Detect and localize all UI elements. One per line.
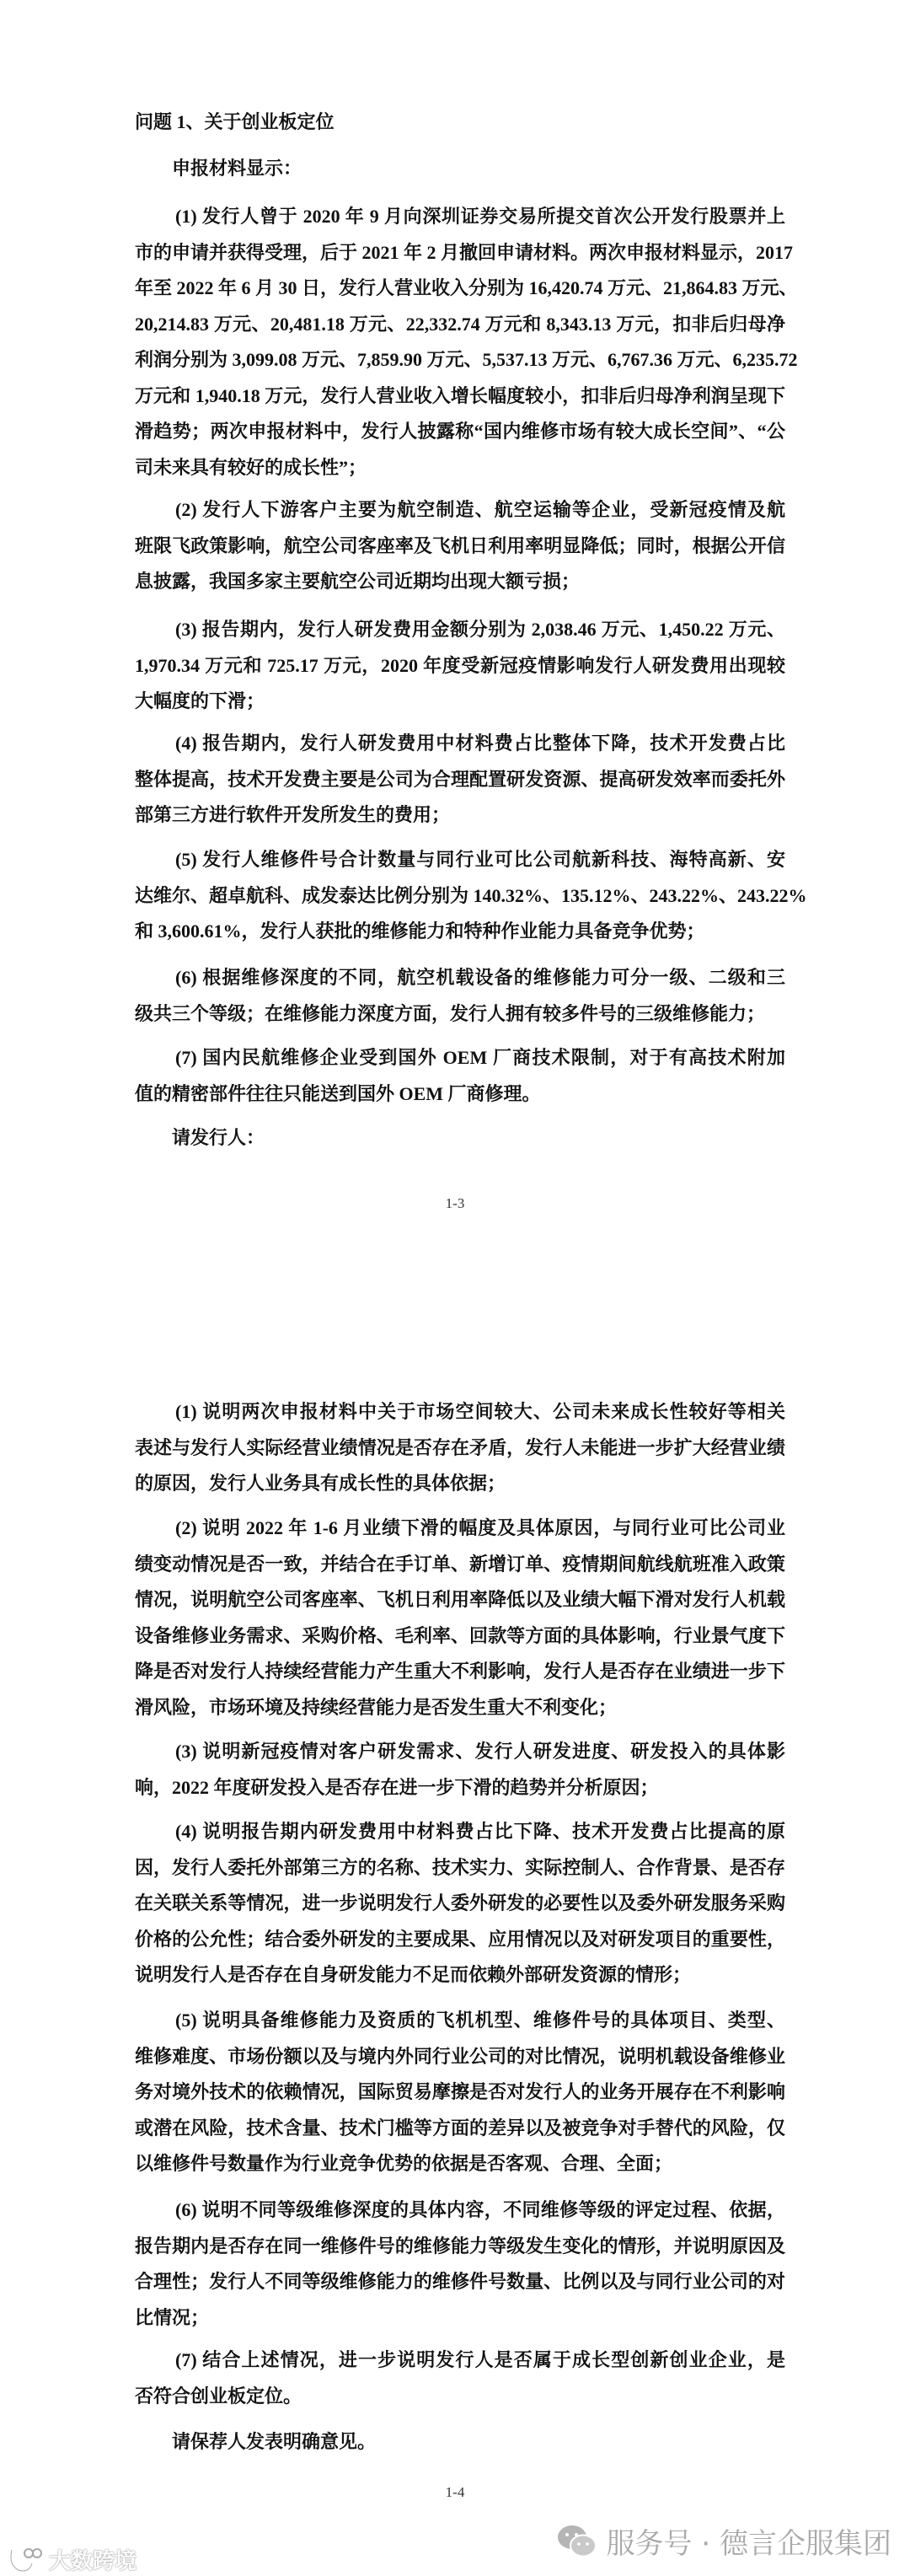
sponsor-request: 请保荐人发表明确意见。	[172, 2431, 377, 2452]
page2-item-2-line: (2) 说明 2022 年 1-6 月业绩下滑的幅度及具体原因，与同行业可比公司业	[175, 1517, 785, 1538]
page1-item-1-line: 万元和 1,940.18 万元，发行人营业收入增长幅度较小，扣非后归母净利润呈现下	[135, 384, 785, 406]
page1-item-5-line: 达维尔、超卓航科、成发泰达比例分别为 140.32%、135.12%、243.22%、243.22%	[135, 884, 807, 906]
page2-item-3-line: 响，2022 年度研发投入是否存在进一步下滑的趋势并分析原因；	[135, 1776, 659, 1798]
page1-item-5-line: (5) 发行人维修件号合计数量与同行业可比公司航新科技、海特高新、安	[175, 849, 785, 870]
page1-item-6-line: (6) 根据维修深度的不同，航空机载设备的维修能力可分一级、二级和三	[175, 967, 785, 988]
page-number: 1-3	[445, 1195, 465, 1211]
page2-item-4-line: 说明发行人是否存在自身研发能力不足而依赖外部研发资源的情形；	[135, 1964, 692, 1985]
page1-item-3-line: 1,970.34 万元和 725.17 万元，2020 年度受新冠疫情影响发行人研发费用出现较	[135, 654, 785, 676]
page2-item-7-line: 否符合创业板定位。	[135, 2385, 302, 2407]
request-label: 请发行人：	[172, 1127, 265, 1148]
page1-item-1-line: 市的申请并获得受理，后于 2021 年 2 月撤回申请材料。两次申报材料显示，2017	[135, 241, 794, 263]
service-account-text: 服务号 · 德言企服集团	[606, 2527, 891, 2561]
page1-item-2-line: 班限飞政策影响，航空公司客座率及飞机日利用率明显降低；同时，根据公开信	[135, 534, 785, 556]
page1-item-1-line: 利润分别为 3,099.08 万元、7,859.90 万元、5,537.13 万元、6,767.36 万元、6,235.72	[135, 349, 798, 370]
page2-item-4-line: 在关联关系等情况，进一步说明发行人委外研发的必要性以及委外研发服务采购	[135, 1892, 785, 1913]
page2-item-5-line: 以维修件号数量作为行业竞争优势的依据是否客观、合理、全面；	[135, 2153, 673, 2174]
page2-item-5-line: (5) 说明具备维修能力及资质的飞机机型、维修件号的具体项目、类型、	[175, 2010, 785, 2031]
page2-item-6-line: 合理性；发行人不同等级维修能力的维修件号数量、比例以及与同行业公司的对	[135, 2271, 785, 2292]
page1-item-4-line: 部第三方进行软件开发所发生的费用；	[135, 804, 451, 825]
page2-item-1-line: (1) 说明两次申报材料中关于市场空间较大、公司未来成长性较好等相关	[175, 1401, 785, 1422]
page2-item-5-line: 维修难度、市场份额以及与境内外同行业公司的对比情况，说明机载设备维修业	[135, 2045, 785, 2067]
brand-logo-icon	[7, 2545, 44, 2575]
page2-item-2-line: 设备维修业务需求、采购价格、毛利率、回款等方面的具体影响，行业景气度下	[135, 1624, 785, 1646]
logo-watermark	[7, 2544, 136, 2575]
page1-item-1-line: 滑趋势；两次申报材料中，发行人披露称“国内维修市场有较大成长空间”、“公	[135, 421, 785, 442]
page1-item-2-line: 息披露，我国多家主要航空公司近期均出现大额亏损；	[135, 571, 581, 592]
page2-item-2-line: 情况，说明航空公司客座率、飞机日利用率降低以及业绩大幅下滑对发行人机载	[135, 1589, 785, 1610]
page1-item-3-line: 大幅度的下滑；	[135, 690, 265, 711]
page1-item-5-line: 和 3,600.61%，发行人获批的维修能力和特种作业能力具备竞争优势；	[135, 920, 705, 942]
page2-item-4-line: 因，发行人委托外部第三方的名称、技术实力、实际控制人、合作背景、是否存	[135, 1856, 785, 1878]
page2-item-4-line: 价格的公允性；结合委外研发的主要成果、应用情况以及对研发项目的重要性，	[135, 1928, 785, 1950]
page1-item-7-line: (7) 国内民航维修企业受到国外 OEM 厂商技术限制，对于有高技术附加	[175, 1047, 785, 1068]
page1-item-4-line: (4) 报告期内，发行人研发费用中材料费占比整体下降，技术开发费占比	[175, 733, 785, 754]
page2-item-5-line: 或潜在风险，技术含量、技术门槛等方面的差异以及被竞争对手替代的风险，仅	[135, 2117, 785, 2139]
service-account-watermark	[556, 2520, 891, 2562]
page2-item-2-line: 绩变动情况是否一致，并结合在手订单、新增订单、疫情期间航线航班准入政策	[135, 1553, 785, 1575]
page2-item-4-line: (4) 说明报告期内研发费用中材料费占比下降、技术开发费占比提高的原	[175, 1821, 785, 1842]
page1-item-3-line: (3) 报告期内，发行人研发费用金额分别为 2,038.46 万元、1,450.22 万元、	[175, 619, 785, 640]
page1-item-1-line: 20,214.83 万元、20,481.18 万元、22,332.74 万元和 8,343.13 万元，扣非后归母净	[135, 313, 785, 335]
page1-item-4-line: 整体提高，技术开发费主要是公司为合理配置研发资源、提高研发效率而委托外	[135, 768, 785, 790]
page2-item-2-line: 降是否对发行人持续经营能力产生重大不利影响，发行人是否存在业绩进一步下	[135, 1661, 785, 1682]
logo-text: 大数跨境	[49, 2549, 137, 2574]
page2-item-6-line: 比情况；	[135, 2306, 210, 2328]
page-number: 1-4	[445, 2484, 465, 2500]
page1-item-2-line: (2) 发行人下游客户主要为航空制造、航空运输等企业，受新冠疫情及航	[175, 499, 785, 520]
page2-item-2-line: 滑风险，市场环境及持续经营能力是否发生重大不利变化；	[135, 1696, 618, 1718]
page2-item-3-line: (3) 说明新冠疫情对客户研发需求、发行人研发进度、研发投入的具体影	[175, 1741, 785, 1762]
page1-item-1-line: (1) 发行人曾于 2020 年 9 月向深圳证券交易所提交首次公开发行股票并上	[175, 206, 785, 227]
page2-item-1-line: 表述与发行人实际经营业绩情况是否存在矛盾，发行人未能进一步扩大经营业绩	[135, 1436, 785, 1458]
question-title: 问题 1、关于创业板定位	[135, 111, 335, 132]
page1-item-1-line: 年至 2022 年 6 月 30 日，发行人营业收入分别为 16,420.74 万元、21,864.83 万元、	[135, 277, 798, 298]
page1-item-7-line: 值的精密部件往往只能送到国外 OEM 厂商修理。	[135, 1082, 541, 1104]
page2-item-5-line: 务对境外技术的依赖情况，国际贸易摩擦是否对发行人的业务开展存在不利影响	[135, 2081, 785, 2102]
page2-item-6-line: (6) 说明不同等级维修深度的具体内容，不同维修等级的评定过程、依据，	[175, 2199, 785, 2220]
wechat-icon	[556, 2523, 598, 2560]
page2-item-7-line: (7) 结合上述情况，进一步说明发行人是否属于成长型创新创业企业，是	[175, 2349, 785, 2370]
page2-item-6-line: 报告期内是否存在同一维修件号的维修能力等级发生变化的情形，并说明原因及	[135, 2235, 785, 2257]
page1-item-6-line: 级共三个等级；在维修能力深度方面，发行人拥有较多件号的三级维修能力；	[135, 1002, 766, 1024]
page2-item-1-line: 的原因，发行人业务具有成长性的具体依据；	[135, 1473, 506, 1494]
page1-item-1-line: 司未来具有较好的成长性”；	[135, 456, 367, 478]
intro-label: 申报材料显示：	[172, 158, 302, 179]
